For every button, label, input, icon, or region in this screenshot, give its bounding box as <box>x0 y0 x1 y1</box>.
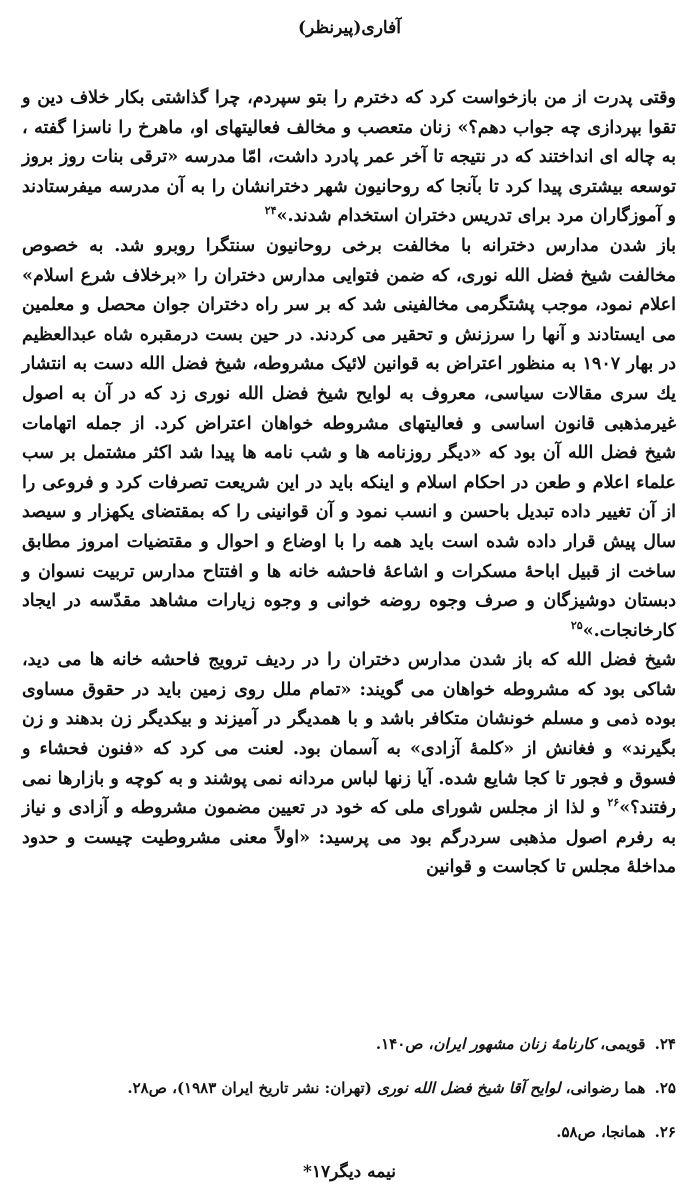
footnote-number: ۲۵. <box>654 1079 676 1097</box>
footnote-ref-24[interactable]: ۲۴ <box>264 204 277 218</box>
paragraph-1-text: وقتی پدرت از من بازخواست کرد که دخترم را بتو سپردم، چرا گذاشتی بکار خلاف دین و تقوا بپردازی چه جواب دهم؟» زنان متعصب و مخالف فعالیتهای او، ماهرخ را ناسزا گفته ، به چاله ای انداختند که در نتیجه تا آخر عمر پادرد داشت، امّا مدرسه «ترقی بنات روز بروز توسعه بیشتری پیدا کرد تا بآنجا که روحانیون شهر دخترانشان را به آن مدرسه میفرستادند و آموزگاران مرد برای تدریس دختران استخدام شدند.» <box>22 88 676 227</box>
footnote-page: ص۵۸. <box>556 1123 596 1141</box>
footnote-page: ، ص۱۴۰. <box>375 1035 434 1053</box>
footnote-ref-25[interactable]: ۲۵ <box>570 618 583 632</box>
page-folio: نیمه دیگر۱۷* <box>303 1162 396 1182</box>
running-title: آفاری(پیرنظر) <box>298 18 401 38</box>
footnote-number: ۲۶. <box>654 1123 676 1141</box>
footnote-number: ۲۴. <box>654 1035 676 1053</box>
body-text <box>22 84 676 883</box>
footnote-24 <box>22 1032 676 1056</box>
paragraph-1 <box>22 84 676 232</box>
paragraph-2 <box>22 232 676 646</box>
footnote-author: هما رضوانی، <box>560 1079 651 1097</box>
footnote-26 <box>22 1120 676 1144</box>
footnote-author: همانجا، <box>595 1123 651 1141</box>
paragraph-3 <box>22 646 676 883</box>
footnote-25 <box>22 1076 676 1100</box>
paragraph-2-text: باز شدن مدارس دخترانه با مخالفت برخی روحانیون سنتگرا روبرو شد. به خصوص مخالفت شیخ فضل الله نوری، که ضمن فتوایی مدارس دختران را «برخلاف شرع اسلام» اعلام نمود، موجب پشتگرمی مخالفینی شد که بر سر راه دختران جوان محصل و معلمین می ایستادند و آنها را سرزنش و تحقیر می کردند. در حین بست درمقبره شاه عبدالعظیم در بهار ۱۹۰۷ به منظور اعتراض به قوانین لائیک مشروطه، شیخ فضل الله دست به انتشار یك سری مقالات سیاسی، معروف به لوایح شیخ فضل الله نوری زد که در آن به اصول غیرمذهبی قانون اساسی و فعالیتهای مشروطه خواهان اعتراض کرد. از جمله اتهامات شیخ فضل الله آن بود که «دیگر روزنامه ها و شب نامه ها پیدا شد اکثر مشتمل بر سب علماء اعلام و طعن در احکام اسلام و اینکه باید در این شریعت تصرفات کرد و فروعی را از آن تغییر داده تبدیل باحسن و انسب نمود و آن قوانینی را که بمقتضای یکهزار و سیصد سال پیش قرار داده شده است باید همه را با اوضاع و احوال و مقتضیات امروز مطابق ساخت از قبیل اباحهٔ مسکرات و اشاعهٔ فاحشه خانه ها و افتتاح مدارس تربیت نسوان و دبستان دوشیزگان و صرف وجوه روضه خوانی و وجوه زیارات مشاهد مقدّسه در ایجاد کارخانجات.» <box>22 235 677 641</box>
paragraph-3-text: شیخ فضل الله که باز شدن مدارس دختران را در ردیف ترویج فاحشه خانه ها می دید، شاکی بود که مشروطه خواهان می گویند: «تمام ملل روی زمین باید در حقوق مساوی بوده ذمی و مسلم خونشان متکافر باشد و با همدیگر در آمیزند و بیکدیگر زن بدهند و زن بگیرند» و فغانش از «کلمهٔ آزادی» به آسمان بود. لعنت می کرد که «فنون فحشاء و فسوق و فجور تا کجا شایع شده. آیا زنها لباس مردانه نمی پوشند و به کوچه و بازارها نمی رفتند؟» <box>22 650 676 819</box>
footnote-title: کارنامهٔ زنان مشهور ایران <box>433 1035 596 1053</box>
footnote-page: (تهران: نشر تاریخ ایران ۱۹۸۳)، ص۲۸. <box>127 1079 378 1097</box>
footnote-author: قویمی، <box>595 1035 651 1053</box>
paragraph-3-continuation: و لذا از مجلس شورای ملی که خود در تعیین مضمون مشروطه و آزادی و نیاز به رفرم اصول مذهبی سردرگم بود می پرسید: «اولاً معنی مشروطیت چیست و حدود مداخلهٔ مجلس تا کجاست و قوانین <box>22 798 676 878</box>
footnotes <box>22 1032 676 1164</box>
footnote-ref-26[interactable]: ۲۶ <box>607 796 620 810</box>
footnote-title: لوایح آقا شیخ فضل الله نوری <box>377 1079 561 1097</box>
